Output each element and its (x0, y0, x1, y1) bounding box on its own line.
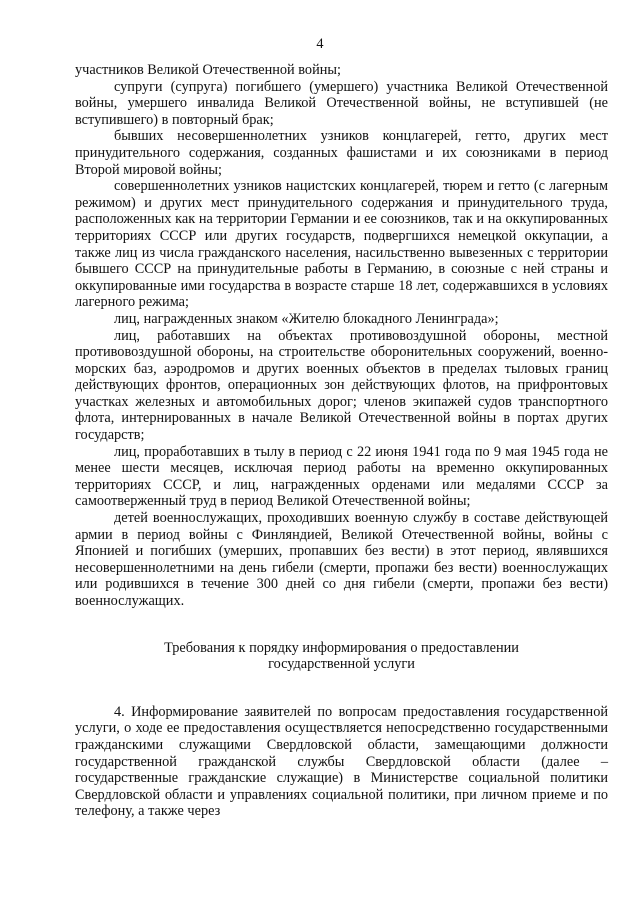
paragraph-7: лиц, проработавших в тылу в период с 22 июня 1941 года по 9 мая 1945 года не менее шести месяцев, исключая период работы на временно оккупированных территориях СССР, и лиц, награжденных орденами или медалями СССР за самоотверженный труд в период Великой Отечественной войны; (75, 443, 608, 510)
paragraph-8: детей военнослужащих, проходивших военную службу в составе действующей армии в период войны с Финляндией, Великой Отечественной войны, войны с Японией и погибших (умерших, пропавших без вести) в этот период, являвшихся несовершеннолетними на день гибели (смерти, пропажи без вести) военнослужащих или родившихся в течение 300 дней со дня гибели (смерти, пропажи без вести) военнослужащих. (75, 510, 608, 609)
paragraph-2: супруги (супруга) погибшего (умершего) участника Великой Отечественной войны, умершего инвалида Великой Отечественной войны, не вступившей (не вступившего) в повторный брак; (75, 78, 608, 128)
paragraph-6: лиц, работавших на объектах противовоздушной обороны, местной противовоздушной обороны, на строительстве оборонительных сооружений, военно-морских баз, аэродромов и других военных объектов в пределах тыловых границ действующих фронтов, операционных зон действующих флотов, на прифронтовых участках железных и автомобильных дорог; членов экипажей судов транспортного флота, интернированных в начале Великой Отечественной войны в портах других государств; (75, 327, 608, 444)
section-heading (75, 640, 608, 673)
paragraph-4: совершеннолетних узников нацистских концлагерей, тюрем и гетто (с лагерным режимом) и других мест принудительного содержания и принудительного труда, расположенных как на территории Германии и ее союзников, так и на оккупированных территориях СССР или других государств, подвергшихся немецкой оккупации, а также лиц из числа гражданского населения, насильственно вывезенных с территории бывшего СССР на принудительные работы в Германию, в союзные с ней страны и оккупированные ими государства в возрасте старше 18 лет, содержавшихся в условиях лагерного режима; (75, 178, 608, 311)
paragraph-3: бывших несовершеннолетних узников концлагерей, гетто, других мест принудительного содержания, созданных фашистами и их союзниками в период Второй мировой войны; (75, 128, 608, 178)
paragraph-5: лиц, награжденных знаком «Жителю блокадного Ленинграда»; (114, 310, 499, 327)
paragraph-1: участников Великой Отечественной войны; (75, 62, 341, 78)
section-heading-line-1: Требования к порядку информирования о предоставлении (164, 639, 519, 656)
section-heading-line-2: государственной услуги (268, 656, 415, 673)
page-number: 4 (316, 36, 324, 52)
paragraph-item-4: 4. Информирование заявителей по вопросам предоставления государственной услуги, о ходе ее предоставления осуществляется непосредственно государственными гражданскими служащими Свердловской области, замещающими должности государственной гражданской службы Свердловской области (далее – государственные гражданские служащие) в Министерстве социальной политики Свердловской области и управлениях социальной политики, при личном приеме и по телефону, а также через (75, 703, 608, 820)
document-body (75, 62, 608, 820)
